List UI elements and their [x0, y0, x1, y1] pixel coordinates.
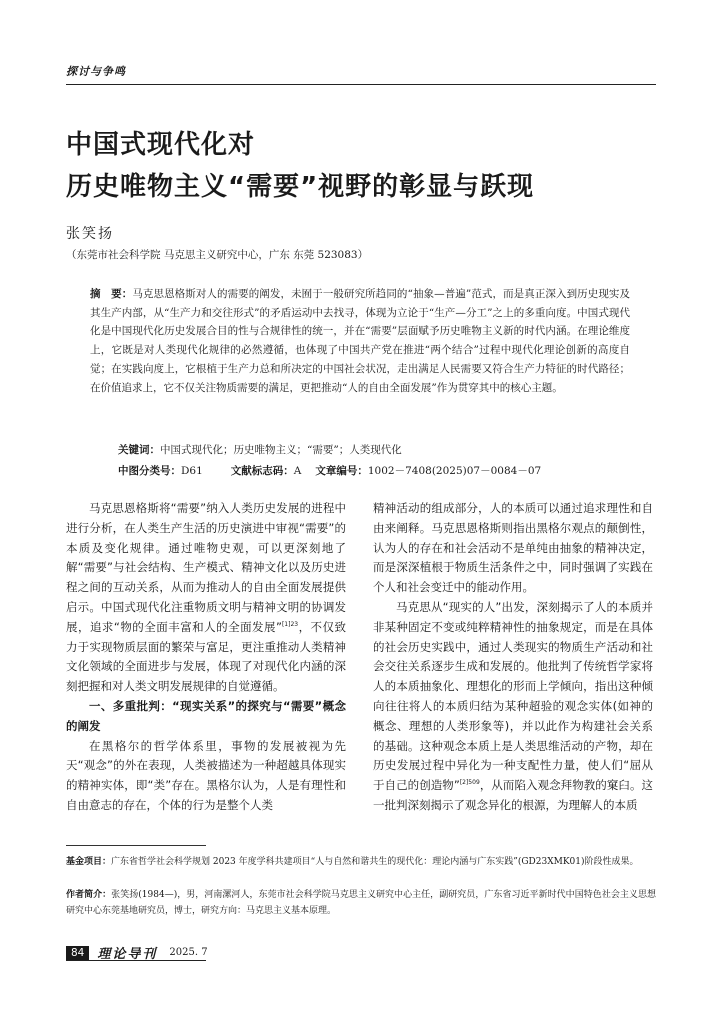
journal-name: 理论导刊	[97, 947, 158, 962]
footnote-author	[66, 888, 656, 919]
footnote-fund	[66, 855, 656, 871]
body-paragraph: 马克思从“现实的人”出发，深刻揭示了人的本质并非某种固定不变或纯粹精神性的抽象规定，而是在具体的社会历史实践中，通过人类现实的物质生产活动和社会交往关系逐步生成和发展的。他批判了传统哲学家将人的本质抽象化、理想化的形而上学倾向，指出这种倾向往往将人的本质归结为某种超验的观念实体(如神的概念、理想的人类形象等)，并以此作为构建社会关系的基础。这种观念本质上是人类思维活动的产物，却在历史发展过程中异化为一种支配性力量，使人们“屈从于自己的创造物”$^{[2]509}$，从而陷入观念拜物教的窠臼。这一批判深刻揭示了观念异化的根源，为理解人的本质	[373, 599, 653, 812]
author-name: 张笑扬	[66, 226, 114, 242]
article-no-value: 1002－7408(2025)07－0084－07	[367, 465, 542, 477]
fund-text: 广东省哲学社会科学规划 2023 年度学科共建项目“人与自然和谐共生的现代化：理论内涵与广东实践”(GD23XMK01)阶段性成果。	[111, 857, 639, 867]
body-paragraph: 精神活动的组成部分，人的本质可以通过追求理性和自由来阐释。马克思恩格斯则指出黑格尔观点的颠倒性，认为人的存在和社会活动不是单纯由抽象的精神决定，而是深深植根于物质生活条件之中，同时强调了实践在个人和社会变迁中的能动作用。	[373, 501, 653, 595]
classification-line	[118, 463, 541, 478]
keywords-label: 关键词：	[118, 444, 160, 456]
section-tag: 探讨与争鸣	[66, 65, 126, 78]
keywords-text: 中国式现代化；历史唯物主义；“需要”；人类现代化	[160, 444, 402, 456]
article-no-label: 文章编号：	[315, 465, 368, 477]
page-number: 84	[66, 946, 89, 960]
section-heading: 一、多重批判：“现实关系”的探究与“需要”概念的阐发	[66, 698, 346, 733]
author-affiliation: （东莞市社会科学院 马克思主义研究中心，广东 东莞 523083）	[66, 249, 369, 261]
citation-ref: [2]509	[459, 779, 480, 787]
body-paragraph: 在黑格尔的哲学体系里，事物的发展被视为先天“观念”的外在表现，人类被描述为一种超越具体现实的精神实体，即“类”存在。黑格尔认为，人是有理性和自由意志的存在，个体的行为是整个人类	[66, 738, 346, 812]
citation-ref: [1]23	[281, 620, 299, 628]
abstract-text: 马克思恩格斯对人的需要的阐发，未囿于一般研究所趋同的“抽象—普遍”范式，而是真正深入到历史现实及其生产内部，从“生产力和交往形式”的矛盾运动中去找寻，体现为立论于“生产—分工”之上的多重向度。中国式现代化是中国现代化历史发展合目的性与合规律性的统一，并在“需要”层面赋予历史唯物主义新的时代内涵。在理论维度上，它既是对人类现代化规律的必然遵循，也体现了中国共产党在推进“两个结合”过程中现代化理论创新的高度自觉；在实践向度上，它根植于生产力总和所决定的中国社会状况，走出满足人民需要又符合生产力特征的时代路径；在价值追求上，它不仅关注物质需要的满足，更把推动“人的自由全面发展”作为贯穿其中的核心主题。	[90, 288, 631, 394]
abstract-label: 摘 要：	[90, 288, 133, 300]
author-bio-text: 张笑扬(1984—)，男，河南漯河人，东莞市社会科学院马克思主义研究中心主任，副研究员，广东省习近平新时代中国特色社会主义思想研究中心东莞基地研究员，博士，研究方向：马克思主义基本原理。	[66, 890, 656, 916]
header-rule	[66, 84, 656, 85]
article-title	[66, 124, 534, 208]
body-paragraph: 马克思恩格斯将“需要”纳入人类历史发展的进程中进行分析，在人类生产生活的历史演进中审视“需要”的本质及变化规律。通过唯物史观，可以更深刻地了解“需要”与社会结构、生产模式、精神文化以及历史进程之间的互动关系，从而为推动人的自由全面发展提供启示。中国式现代化注重物质文明与精神文明的协调发展，追求“物的全面丰富和人的全面发展”$^{[1]23}$，不仅致力于实现物质层面的繁荣与富足，更注重推动人类精神文化领域的全面进步与发展，体现了对现代化内涵的深刻把握和对人类文明发展规律的自觉遵循。	[66, 501, 346, 694]
title-line-1: 中国式现代化对	[66, 130, 256, 160]
abstract	[90, 285, 630, 397]
body-column-right	[373, 499, 653, 816]
fund-label: 基金项目：	[66, 857, 112, 867]
keywords	[118, 442, 402, 457]
body-column-left	[66, 499, 346, 816]
clc-label: 中图分类号：	[118, 465, 181, 477]
journal-issue: 2025. 7	[169, 947, 208, 958]
doc-code-label: 文献标志码：	[230, 465, 294, 477]
footnote-rule	[66, 845, 206, 846]
clc-value: D61	[181, 465, 203, 477]
title-line-2: 历史唯物主义“需要”视野的彰显与跃现	[66, 172, 535, 202]
footer-rule	[66, 960, 206, 961]
author-bio-label: 作者简介：	[66, 890, 112, 900]
doc-code-value: A	[293, 465, 302, 477]
